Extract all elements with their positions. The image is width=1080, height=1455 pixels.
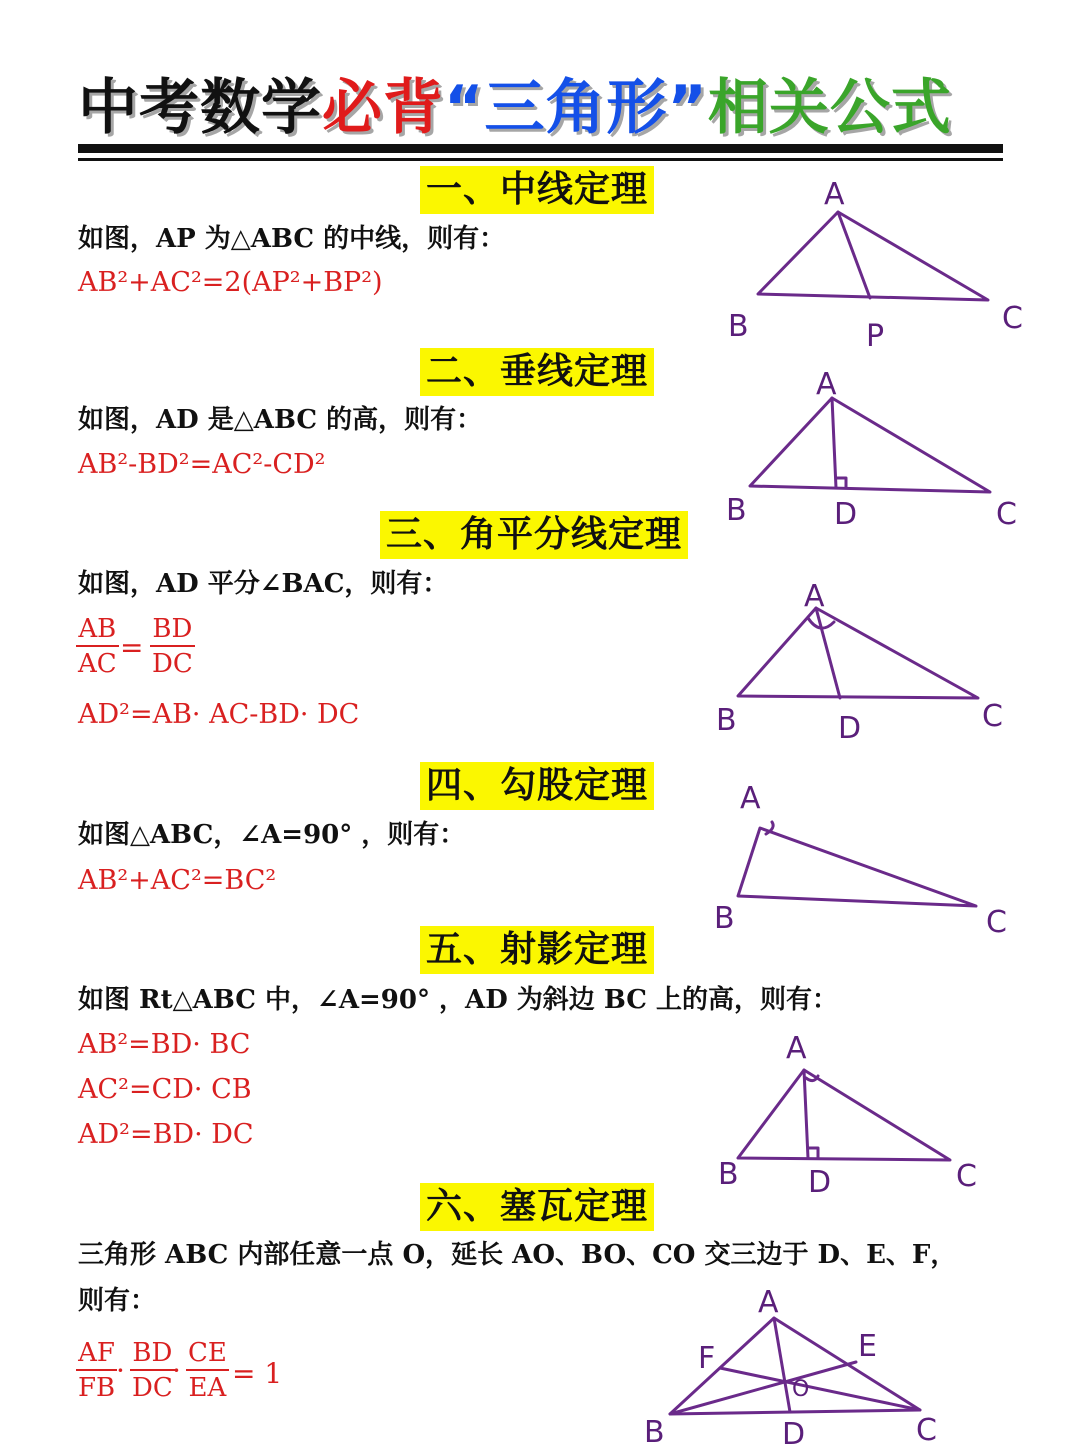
fraction-bd-dc [150, 613, 195, 681]
pythagorean-description: 如图△ABC，∠A=90° ，则有： [78, 820, 466, 850]
ceva-triangle-figure [640, 1285, 960, 1455]
projection-description: 如图 Rt△ABC 中，∠A=90° ，AD 为斜边 BC 上的高，则有： [78, 985, 839, 1015]
label-b: B [714, 901, 735, 936]
label-c: C [956, 1159, 977, 1194]
label-c: C [986, 905, 1007, 940]
median-description: 如图，AP 为△ABC 的中线，则有： [78, 224, 506, 254]
projection-formula-3: AD²=BD· DC [78, 1119, 254, 1150]
triangle-abc [738, 828, 976, 906]
heading-pythagorean-theorem: 四、勾股定理 [420, 762, 654, 810]
label-c: C [916, 1413, 937, 1448]
heading-median-theorem: 一、中线定理 [420, 166, 654, 214]
altitude-formula: AB²-BD²=AC²-CD² [78, 449, 326, 480]
label-a: A [758, 1285, 779, 1320]
right-angle-mark-d [808, 1148, 818, 1158]
title-part-2: 必背 [322, 73, 444, 143]
fraction-denominator: AC [78, 649, 117, 679]
altitude-triangle-figure [720, 367, 1040, 532]
label-a: A [824, 177, 845, 212]
fraction-denominator: EA [188, 1373, 227, 1403]
fraction-numerator: BD [152, 614, 193, 644]
title-part-1: 中考数学 [78, 73, 322, 143]
title-part-4: 相关公式 [707, 73, 952, 143]
right-angle-mark [836, 478, 846, 488]
equals-sign: = [120, 631, 144, 664]
projection-formula-2: AC²=CD· CB [78, 1074, 252, 1105]
projection-triangle-figure [710, 1030, 1040, 1200]
median-triangle-figure [720, 170, 1040, 360]
label-f: F [698, 1341, 716, 1376]
label-p: P [866, 319, 885, 354]
title-underline-thick [78, 144, 1003, 153]
altitude-description: 如图，AD 是△ABC 的高，则有： [78, 405, 483, 435]
label-a: A [740, 781, 761, 816]
fraction-ab-ac [76, 613, 119, 681]
triangle-abc [750, 398, 990, 492]
ceva-description-line2: 则有： [78, 1286, 157, 1316]
label-d: D [838, 711, 862, 746]
fraction-bd-dc [130, 1337, 175, 1405]
label-a: A [816, 367, 837, 402]
multiply-dot: · [172, 1354, 181, 1387]
projection-formula-1: AB²=BD· BC [78, 1029, 251, 1060]
altitude-ad [804, 1070, 808, 1158]
label-d: D [808, 1165, 832, 1200]
heading-projection-theorem: 五、射影定理 [420, 926, 654, 974]
pythagorean-formula: AB²+AC²=BC² [78, 865, 277, 896]
ceva-result: = 1 [232, 1357, 283, 1390]
cevian-ad [774, 1318, 790, 1412]
fraction-numerator: AF [78, 1338, 115, 1368]
bisector-description: 如图，AD 平分∠BAC，则有： [78, 569, 449, 599]
bisector-triangle-figure [710, 578, 1040, 748]
fraction-denominator: FB [78, 1373, 116, 1403]
label-b: B [728, 309, 749, 344]
fraction-numerator: AB [78, 614, 117, 644]
label-o: O [792, 1377, 810, 1402]
label-b: B [644, 1415, 665, 1450]
fraction-denominator: DC [132, 1373, 173, 1403]
median-formula: AB²+AC²=2(AP²+BP²) [78, 267, 383, 298]
cevian-cf [720, 1368, 920, 1410]
label-d: D [834, 497, 858, 532]
fraction-af-fb [76, 1337, 117, 1405]
page-title [78, 68, 1008, 148]
label-c: C [982, 699, 1003, 734]
label-d: D [782, 1417, 806, 1452]
altitude-ad [832, 398, 836, 488]
fraction-numerator: CE [188, 1338, 227, 1368]
pythagorean-triangle-figure [710, 770, 1040, 940]
label-c: C [1002, 301, 1023, 336]
bisector-ad [816, 608, 840, 698]
triangle-abc [738, 608, 978, 698]
heading-ceva-theorem: 六、塞瓦定理 [420, 1183, 654, 1231]
ceva-description-line1: 三角形 ABC 内部任意一点 O，延长 AO、BO、CO 交三边于 D、E、F， [78, 1240, 957, 1270]
multiply-dot: · [116, 1354, 125, 1387]
title-underline-thin [78, 158, 1003, 161]
median-ap [838, 212, 870, 298]
fraction-denominator: DC [152, 649, 193, 679]
label-c: C [996, 497, 1017, 532]
label-b: B [718, 1157, 739, 1192]
heading-angle-bisector-theorem: 三、角平分线定理 [380, 511, 688, 559]
fraction-ce-ea [186, 1337, 229, 1405]
label-e: E [858, 1329, 877, 1364]
label-a: A [786, 1031, 807, 1066]
label-b: B [726, 493, 747, 528]
fraction-numerator: BD [132, 1338, 173, 1368]
title-part-3: “三角形” [444, 73, 708, 143]
triangle-abc [738, 1070, 950, 1160]
label-a: A [804, 579, 825, 614]
triangle-abc [758, 212, 988, 300]
label-b: B [716, 703, 737, 738]
bisector-formula: AD²=AB· AC-BD· DC [78, 699, 360, 730]
heading-altitude-theorem: 二、垂线定理 [420, 348, 654, 396]
